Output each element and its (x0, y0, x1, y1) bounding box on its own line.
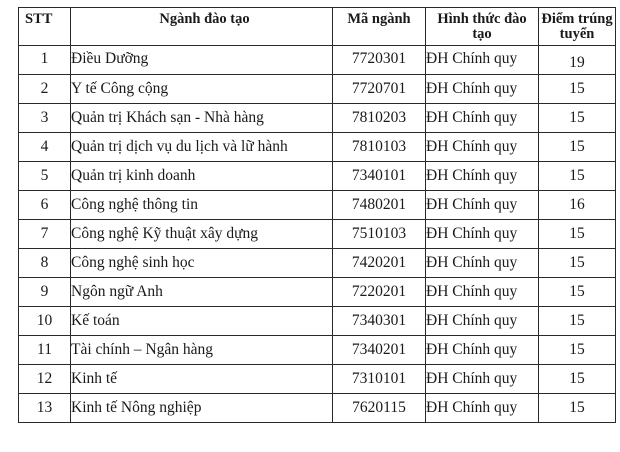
row-stt-cell: 10 (19, 307, 71, 336)
program-name-cell: Công nghệ thông tin (71, 191, 333, 220)
table-row (19, 191, 616, 220)
program-code-cell: 7810203 (333, 104, 426, 133)
training-form-cell: ĐH Chính quy (426, 46, 539, 75)
training-form-cell: ĐH Chính quy (426, 191, 539, 220)
program-name-cell: Kinh tế Nông nghiệp (71, 394, 333, 423)
program-name-cell: Kinh tế (71, 365, 333, 394)
training-form-cell: ĐH Chính quy (426, 133, 539, 162)
training-form-cell: ĐH Chính quy (426, 307, 539, 336)
header-training-form: Hình thức đào tạo (426, 8, 539, 46)
admission-score-cell: 15 (539, 307, 616, 336)
table-row (19, 394, 616, 423)
table-row (19, 104, 616, 133)
table-row (19, 46, 616, 75)
admission-score-cell: 15 (539, 162, 616, 191)
program-code-cell: 7480201 (333, 191, 426, 220)
training-form-cell: ĐH Chính quy (426, 162, 539, 191)
row-stt-cell: 6 (19, 191, 71, 220)
program-code-cell: 7340201 (333, 336, 426, 365)
program-code-cell: 7340101 (333, 162, 426, 191)
training-form-cell: ĐH Chính quy (426, 220, 539, 249)
table-row (19, 365, 616, 394)
row-stt-cell: 11 (19, 336, 71, 365)
program-name-cell: Công nghệ Kỹ thuật xây dựng (71, 220, 333, 249)
admission-score-cell: 15 (539, 104, 616, 133)
row-stt-cell: 7 (19, 220, 71, 249)
program-code-cell: 7310101 (333, 365, 426, 394)
program-name-cell: Y tế Công cộng (71, 75, 333, 104)
program-code-cell: 7620115 (333, 394, 426, 423)
program-name-cell: Kế toán (71, 307, 333, 336)
header-admission-score: Điểm trúng tuyển (539, 8, 616, 46)
admission-score-cell: 15 (539, 75, 616, 104)
training-form-cell: ĐH Chính quy (426, 75, 539, 104)
row-stt-cell: 9 (19, 278, 71, 307)
row-stt-cell: 3 (19, 104, 71, 133)
program-code-cell: 7810103 (333, 133, 426, 162)
table-row (19, 133, 616, 162)
table-row (19, 75, 616, 104)
program-code-cell: 7720301 (333, 46, 426, 75)
admission-score-cell: 15 (539, 394, 616, 423)
program-name-cell: Ngôn ngữ Anh (71, 278, 333, 307)
training-form-cell: ĐH Chính quy (426, 249, 539, 278)
program-name-cell: Tài chính – Ngân hàng (71, 336, 333, 365)
program-name-cell: Công nghệ sinh học (71, 249, 333, 278)
table-row (19, 220, 616, 249)
table-body (19, 46, 616, 423)
header-stt: STT (19, 8, 71, 46)
program-code-cell: 7510103 (333, 220, 426, 249)
admission-scores-sheet (18, 7, 615, 427)
table-row (19, 278, 616, 307)
row-stt-cell: 5 (19, 162, 71, 191)
header-program-code: Mã ngành (333, 8, 426, 46)
table-row (19, 307, 616, 336)
row-stt-cell: 13 (19, 394, 71, 423)
row-stt-cell: 4 (19, 133, 71, 162)
admission-score-cell: 15 (539, 278, 616, 307)
table-row (19, 162, 616, 191)
training-form-cell: ĐH Chính quy (426, 278, 539, 307)
training-form-cell: ĐH Chính quy (426, 365, 539, 394)
program-name-cell: Quản trị dịch vụ du lịch và lữ hành (71, 133, 333, 162)
program-name-cell: Điều Dưỡng (71, 46, 333, 75)
program-name-cell: Quản trị Khách sạn - Nhà hàng (71, 104, 333, 133)
row-stt-cell: 8 (19, 249, 71, 278)
program-code-cell: 7340301 (333, 307, 426, 336)
training-form-cell: ĐH Chính quy (426, 336, 539, 365)
admission-score-cell: 15 (539, 365, 616, 394)
training-form-cell: ĐH Chính quy (426, 104, 539, 133)
admission-score-cell: 15 (539, 133, 616, 162)
row-stt-cell: 12 (19, 365, 71, 394)
table-row (19, 336, 616, 365)
training-form-cell: ĐH Chính quy (426, 394, 539, 423)
table-row (19, 249, 616, 278)
header-program-name: Ngành đào tạo (71, 8, 333, 46)
row-stt-cell: 1 (19, 46, 71, 75)
row-stt-cell: 2 (19, 75, 71, 104)
header-row (19, 8, 616, 46)
admission-score-cell: 15 (539, 249, 616, 278)
program-code-cell: 7220201 (333, 278, 426, 307)
program-code-cell: 7420201 (333, 249, 426, 278)
admission-score-cell: 16 (539, 191, 616, 220)
admission-score-cell: 15 (539, 220, 616, 249)
admission-score-cell: 19 (539, 46, 616, 75)
program-code-cell: 7720701 (333, 75, 426, 104)
program-name-cell: Quản trị kinh doanh (71, 162, 333, 191)
admission-score-cell: 15 (539, 336, 616, 365)
admission-scores-table (18, 7, 616, 423)
table-header (19, 8, 616, 46)
